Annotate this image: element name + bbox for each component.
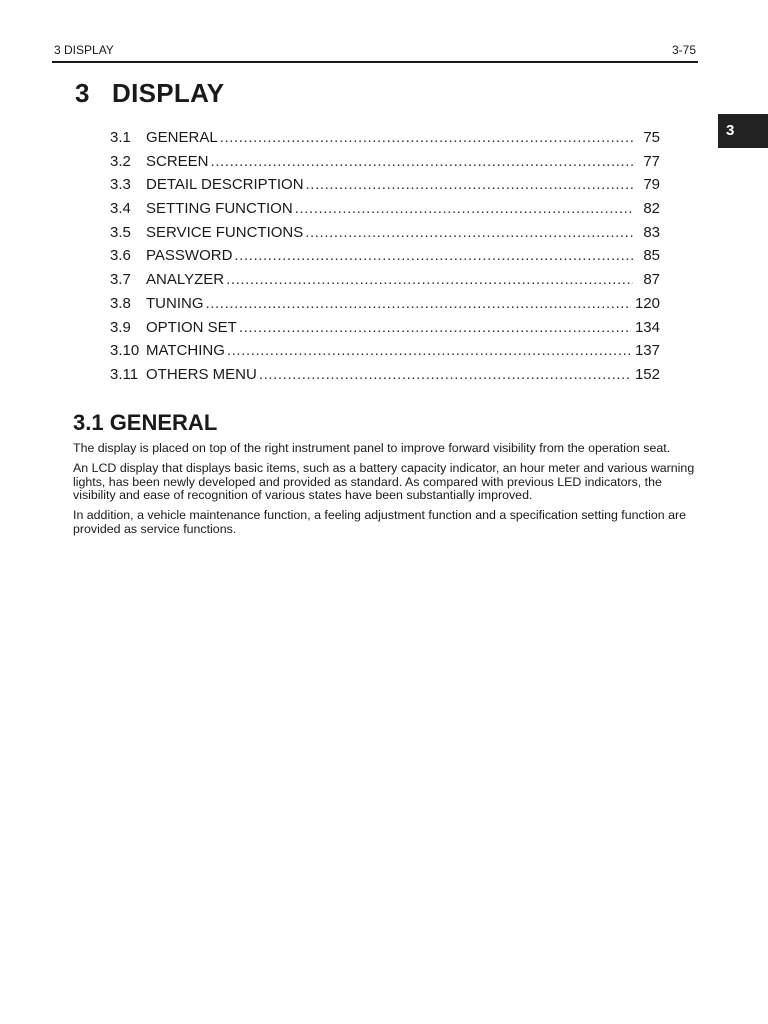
toc-entry-page: 85 — [643, 247, 660, 265]
toc-dot-leader — [220, 129, 633, 146]
toc-entry-page: 82 — [643, 200, 660, 218]
toc-entry[interactable] — [110, 247, 660, 271]
chapter-number: 3 — [75, 78, 90, 108]
toc-entry-label: DETAIL DESCRIPTION — [146, 176, 304, 194]
body-paragraph: The display is placed on top of the right instrument panel to improve forward visibility from the operation seat. — [73, 441, 671, 455]
toc-entry-label: SCREEN — [146, 152, 209, 170]
toc-entry-page: 83 — [643, 223, 660, 241]
toc-entry-page: 137 — [634, 342, 660, 360]
toc-dot-leader — [239, 319, 630, 336]
toc-dot-leader — [259, 366, 630, 383]
toc-entry-label: GENERAL — [146, 129, 218, 146]
toc-entry-page: 134 — [634, 318, 660, 336]
toc-dot-leader — [227, 342, 630, 359]
toc-dot-leader — [306, 176, 633, 193]
toc-entry-number: 3.7 — [110, 271, 131, 289]
toc-entry-page: 152 — [634, 365, 660, 383]
running-header — [52, 42, 698, 63]
toc-entry-page: 87 — [643, 271, 660, 289]
toc-entry-number: 3.3 — [110, 176, 131, 194]
toc-entry[interactable] — [110, 176, 660, 200]
toc-dot-leader — [206, 295, 630, 312]
toc-entry[interactable] — [110, 200, 660, 224]
toc-entry-number: 3.11 — [110, 365, 139, 383]
toc-entry[interactable] — [110, 342, 660, 366]
toc-entry-number: 3.1 — [110, 129, 131, 146]
toc-entry-number: 3.4 — [110, 200, 131, 218]
toc-dot-leader — [305, 224, 633, 241]
body-paragraph: An LCD display that displays basic items, such as a battery capacity indicator, an hour meter and various warning lights, has been newly developed and provided as standard. As compared with previous LED indicators, the visibility and ease of recognition of various states have been substantially improved. — [73, 460, 695, 503]
body-paragraph: In addition, a vehicle maintenance function, a feeling adjustment function and a specification setting function are provided as service functions. — [73, 508, 687, 536]
toc-entry-page: 75 — [643, 129, 660, 146]
toc-entry-number: 3.10 — [110, 342, 140, 360]
header-page-number: 3-75 — [671, 43, 696, 57]
toc-entry-number: 3.2 — [110, 152, 131, 170]
toc-entry-page: 77 — [643, 152, 660, 170]
toc-entry[interactable] — [110, 366, 660, 390]
chapter-thumb-tab: 3 — [718, 114, 768, 148]
toc-entry[interactable] — [110, 295, 660, 319]
toc-entry[interactable] — [110, 224, 660, 248]
toc-entry-label: ANALYZER — [146, 271, 225, 289]
toc-entry-label: SETTING FUNCTION — [146, 200, 293, 218]
toc-entry-page: 120 — [634, 294, 660, 312]
chapter-title — [75, 78, 224, 109]
toc-dot-leader — [226, 271, 633, 288]
toc-entry[interactable] — [110, 319, 660, 343]
table-of-contents — [110, 129, 660, 390]
toc-entry-number: 3.9 — [110, 318, 131, 336]
toc-entry-page: 79 — [643, 176, 660, 194]
section-title: 3.1 GENERAL — [73, 410, 218, 435]
toc-entry-label: OTHERS MENU — [146, 365, 257, 383]
toc-entry-label: OPTION SET — [146, 318, 237, 336]
toc-entry-label: TUNING — [146, 294, 204, 312]
toc-entry-label: SERVICE FUNCTIONS — [146, 223, 304, 241]
toc-dot-leader — [295, 200, 633, 217]
toc-entry-number: 3.6 — [110, 247, 131, 265]
toc-entry-label: MATCHING — [146, 342, 225, 360]
section-body — [73, 442, 695, 543]
toc-entry[interactable] — [110, 153, 660, 177]
toc-entry-label: PASSWORD — [146, 247, 233, 265]
header-chapter-label: 3 DISPLAY — [54, 43, 114, 57]
toc-entry-number: 3.8 — [110, 294, 131, 312]
toc-dot-leader — [211, 153, 633, 170]
toc-entry-number: 3.5 — [110, 223, 131, 241]
toc-dot-leader — [234, 247, 633, 264]
toc-entry[interactable] — [110, 129, 660, 153]
chapter-title-text: DISPLAY — [112, 78, 225, 108]
toc-entry[interactable] — [110, 271, 660, 295]
